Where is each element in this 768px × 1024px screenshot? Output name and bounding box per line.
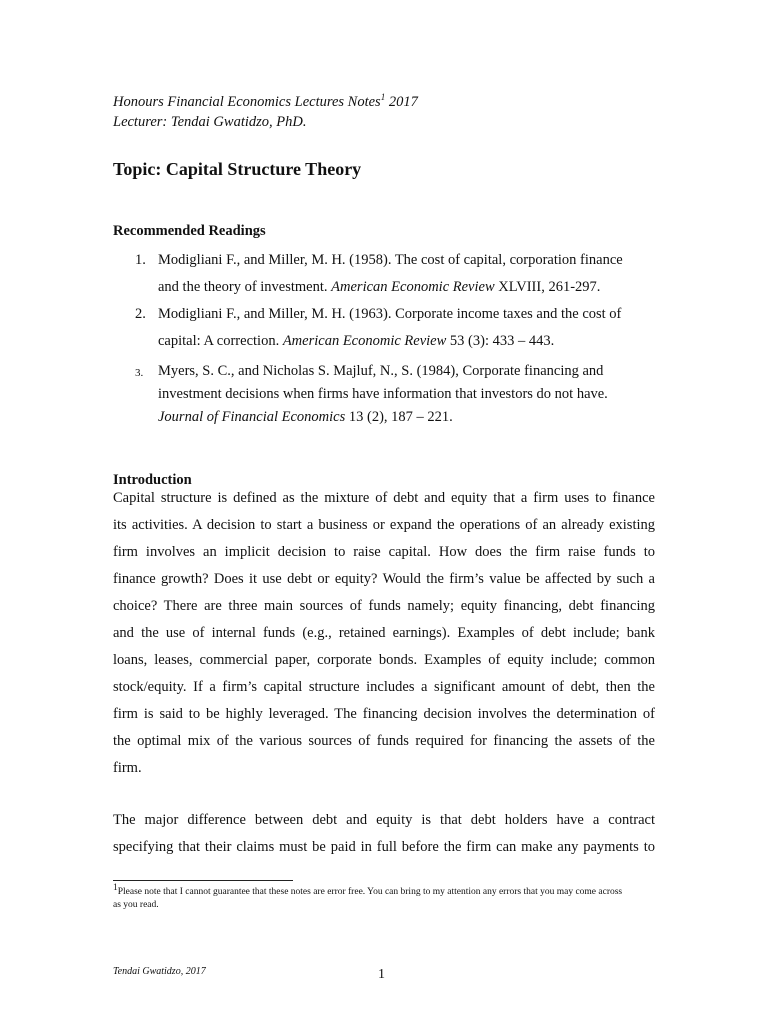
reading-number: 2. bbox=[135, 306, 146, 322]
paragraph-line: firm involves an implicit decision to raise capital. How does the firm raise funds to bbox=[113, 544, 655, 560]
reading-line bbox=[158, 328, 655, 355]
introduction-paragraph-1 bbox=[113, 485, 655, 782]
paragraph-line: its activities. A decision to start a business or expand the operations of an already existing bbox=[113, 517, 655, 533]
reading-line bbox=[158, 406, 655, 429]
footnote-divider bbox=[113, 880, 293, 881]
footnote-marker: 1 bbox=[380, 92, 386, 103]
journal-name: Journal of Financial Economics bbox=[158, 409, 346, 425]
reading-line: investment decisions when firms have information that investors do not have. bbox=[158, 386, 608, 402]
reading-fragment: capital: A correction. bbox=[158, 333, 283, 349]
paragraph-line: and the use of internal funds (e.g., retained earnings). Examples of debt include; bank bbox=[113, 625, 655, 641]
footnote bbox=[113, 882, 655, 912]
paragraph-line: firm is said to be highly leveraged. The financing decision involves the determination of bbox=[113, 706, 655, 722]
lecturer-line: Lecturer: Tendai Gwatidzo, PhD. bbox=[113, 114, 307, 130]
paragraph-line: choice? There are three main sources of funds namely; equity financing, debt financing bbox=[113, 598, 655, 614]
course-year: 2017 bbox=[385, 94, 418, 110]
course-title bbox=[113, 92, 418, 112]
reading-item-1 bbox=[113, 247, 655, 301]
footnote-line: as you read. bbox=[113, 900, 159, 910]
reading-fragment: and the theory of investment. bbox=[158, 279, 332, 295]
reading-line: Modigliani F., and Miller, M. H. (1963). Corporate income taxes and the cost of bbox=[158, 306, 622, 322]
reading-fragment: 13 (2), 187 – 221. bbox=[345, 409, 453, 425]
reading-fragment: XLVIII, 261-297. bbox=[494, 279, 601, 295]
paragraph-line: the optimal mix of the various sources of funds required for financing the assets of the bbox=[113, 733, 655, 749]
readings-heading: Recommended Readings bbox=[113, 223, 266, 239]
reading-number: 1. bbox=[135, 252, 146, 268]
page-number: 1 bbox=[378, 967, 385, 982]
reading-number: 3. bbox=[135, 367, 144, 379]
reading-line: Myers, S. C., and Nicholas S. Majluf, N., S. (1984), Corporate financing and bbox=[158, 363, 604, 379]
page-title: Topic: Capital Structure Theory bbox=[113, 159, 362, 179]
reading-item-2 bbox=[113, 301, 655, 355]
reading-text bbox=[158, 247, 655, 301]
journal-name: American Economic Review bbox=[282, 333, 447, 349]
paragraph-line: stock/equity. If a firm’s capital structure includes a significant amount of debt, then the bbox=[113, 679, 655, 695]
reading-text bbox=[158, 360, 655, 429]
introduction-paragraph-2 bbox=[113, 807, 655, 861]
introduction-heading: Introduction bbox=[113, 472, 192, 488]
reading-line bbox=[158, 274, 655, 301]
document-header bbox=[113, 92, 418, 132]
paragraph-line: firm. bbox=[113, 760, 142, 776]
reading-item-3 bbox=[113, 360, 655, 429]
footer-author: Tendai Gwatidzo, 2017 bbox=[113, 966, 206, 977]
footnote-number: 1 bbox=[113, 882, 118, 893]
paragraph-line: loans, leases, commercial paper, corporate bonds. Examples of equity include; common bbox=[113, 652, 655, 668]
reading-text bbox=[158, 301, 655, 355]
paragraph-line: The major difference between debt and equity is that debt holders have a contract bbox=[113, 812, 655, 828]
footnote-text: Please note that I cannot guarantee that these notes are error free. You can bring to my attention any errors that you may come across bbox=[117, 887, 623, 897]
journal-name: American Economic Review bbox=[331, 279, 495, 295]
course-title-text: Honours Financial Economics Lectures Notes bbox=[113, 94, 381, 110]
paragraph-line: specifying that their claims must be paid in full before the firm can make any payments to bbox=[113, 839, 655, 855]
reading-line: Modigliani F., and Miller, M. H. (1958). The cost of capital, corporation finance bbox=[158, 252, 623, 268]
paragraph-line: Capital structure is defined as the mixture of debt and equity that a firm uses to finance bbox=[113, 490, 655, 506]
footnote-line bbox=[113, 882, 655, 899]
paragraph-line: finance growth? Does it use debt or equity? Would the firm’s value be affected by such a bbox=[113, 571, 655, 587]
reading-fragment: 53 (3): 433 – 443. bbox=[446, 333, 555, 349]
